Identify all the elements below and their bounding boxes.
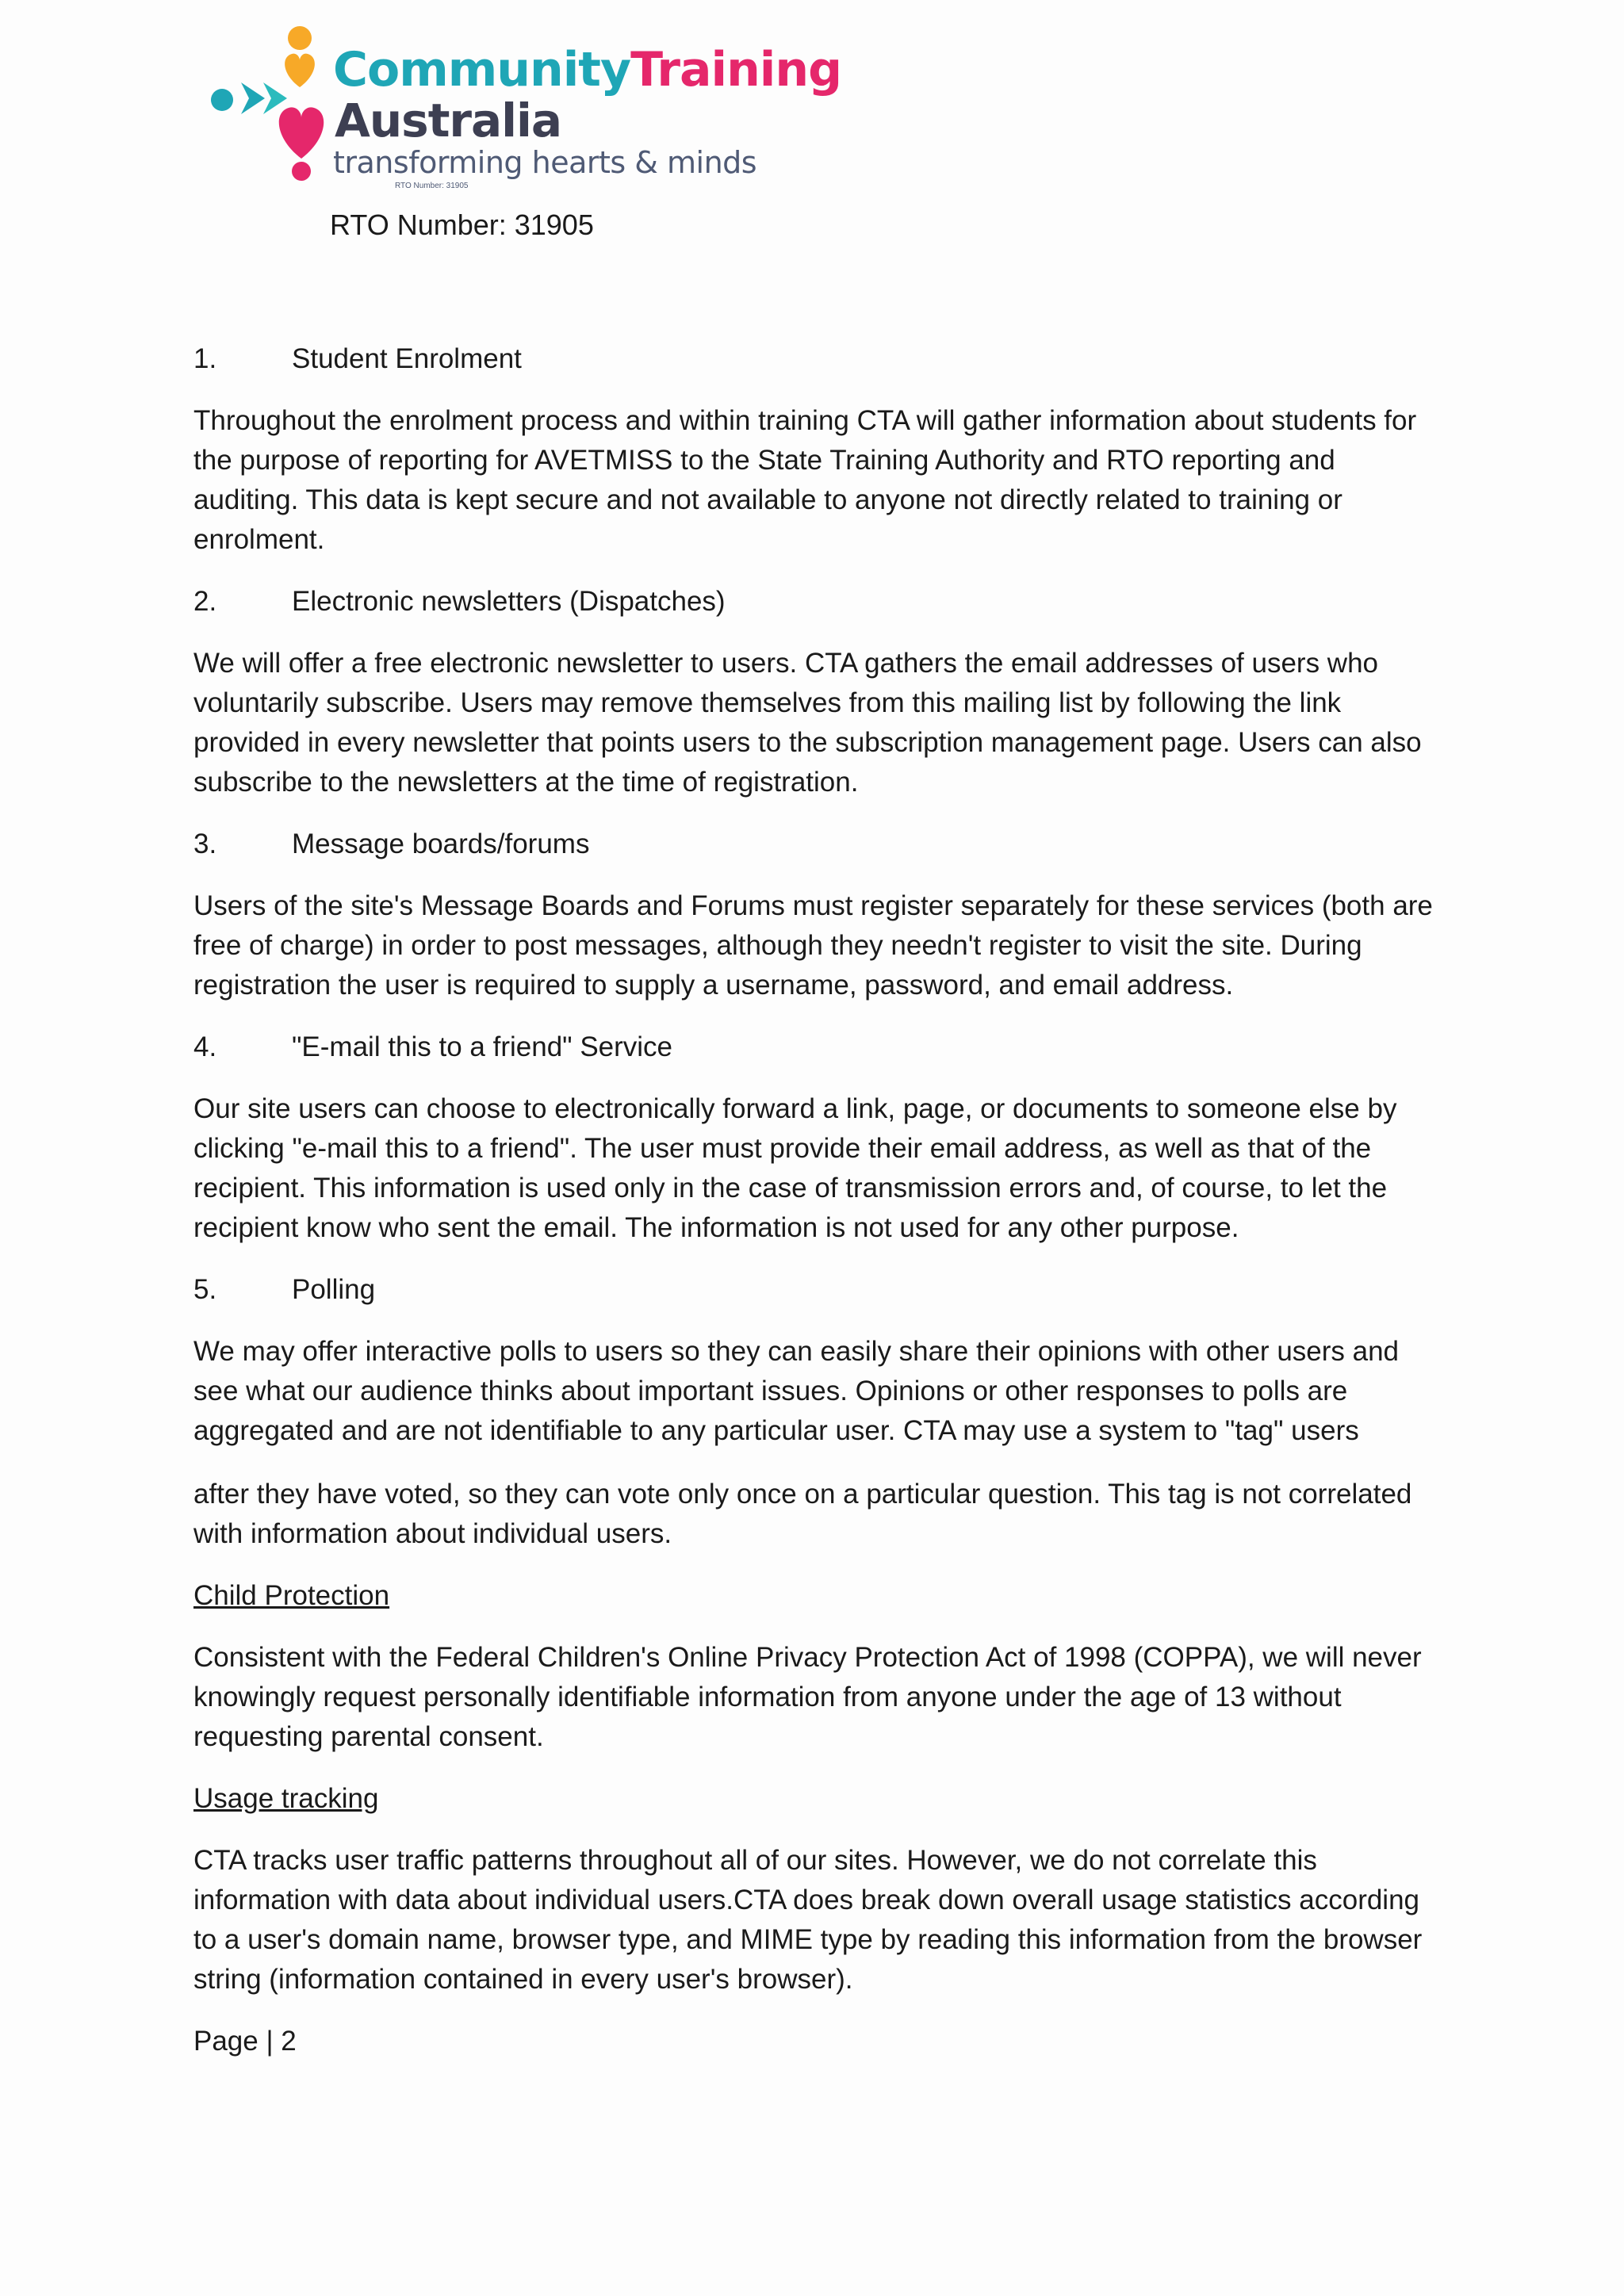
section-title: "E-mail this to a friend" Service [292,1031,673,1062]
document-body [193,339,1446,2061]
usage-tracking-paragraph: CTA tracks user traffic patterns throughout all of our sites. However, we do not correlate this information with data about individual users.CTA does break down overall usage statistics according to a user's domain name, browser type, and MIME type by reading this information from the browser string (information contained in every user's browser). [193,1845,1423,1995]
usage-tracking-heading: Usage tracking [193,1783,379,1814]
company-logo [208,24,842,198]
section-heading-4 [193,1027,1446,1067]
section-paragraph-4: Our site users can choose to electronically forward a link, page, or documents to someone else by clicking "e-mail this to a friend". The user must provide their email address, as well as that of the recipient. This information is used only in the case of transmission errors and, of course, to let the recipient know who sent the email. The information is not used for any other purpose. [193,1093,1397,1243]
section-number: 1. [193,343,217,374]
section-number: 2. [193,586,217,617]
logo-word-community: Community [333,42,631,98]
section-paragraph-3: Users of the site's Message Boards and Forums must register separately for these services (both are free of charge) in order to post messages, although they needn't register to visit the site. During registration the user is required to supply a username, password, and email address. [193,890,1433,1001]
logo-rto-small: RTO Number: 31905 [395,182,469,190]
section-paragraph-5b: after they have voted, so they can vote only once on a particular question. This tag is not correlated with information about individual users. [193,1479,1412,1549]
child-protection-paragraph: Consistent with the Federal Children's Online Privacy Protection Act of 1998 (COPPA), we will never knowingly request personally identifiable information from anyone under the age of 13 without requesting parental consent. [193,1642,1422,1752]
section-heading-1 [193,339,1446,379]
section-paragraph-1: Throughout the enrolment process and within training CTA will gather information about students for the purpose of reporting for AVETMISS to the State Training Authority and RTO reporting and auditing. This data is kept secure and not available to anyone not directly related to training or enrolment. [193,405,1417,555]
logo-word-training: Training [630,42,842,98]
section-number: 3. [193,828,217,859]
section-heading-3 [193,825,1446,864]
section-heading-2 [193,582,1446,622]
section-title: Student Enrolment [292,343,522,374]
section-number: 5. [193,1274,217,1305]
section-heading-5 [193,1270,1446,1310]
logo-mark-icon [208,24,343,182]
section-paragraph-2: We will offer a free electronic newsletter to users. CTA gathers the email addresses of users who voluntarily subscribe. Users may remove themselves from this mailing list by following the link provided in every newsletter that points users to the subscription management page. Users can also subscribe to the newsletters at the time of registration. [193,648,1422,798]
rto-number: RTO Number: 31905 [330,209,594,241]
logo-tagline: transforming hearts & minds [333,145,757,180]
section-title: Message boards/forums [292,828,590,859]
section-title: Polling [292,1274,376,1305]
section-paragraph-5a: We may offer interactive polls to users so they can easily share their opinions with other users and see what our audience thinks about important issues. Opinions or other responses to polls are aggregated and are not identifiable to any particular user. CTA may use a system to "tag" users [193,1336,1400,1446]
section-title: Electronic newsletters (Dispatches) [292,586,726,617]
section-number: 4. [193,1031,217,1062]
logo-wordmark-line-1 [333,42,842,98]
child-protection-heading: Child Protection [193,1580,390,1611]
logo-word-australia: Australia [335,94,562,147]
page-number-footer: Page | 2 [193,2026,297,2057]
